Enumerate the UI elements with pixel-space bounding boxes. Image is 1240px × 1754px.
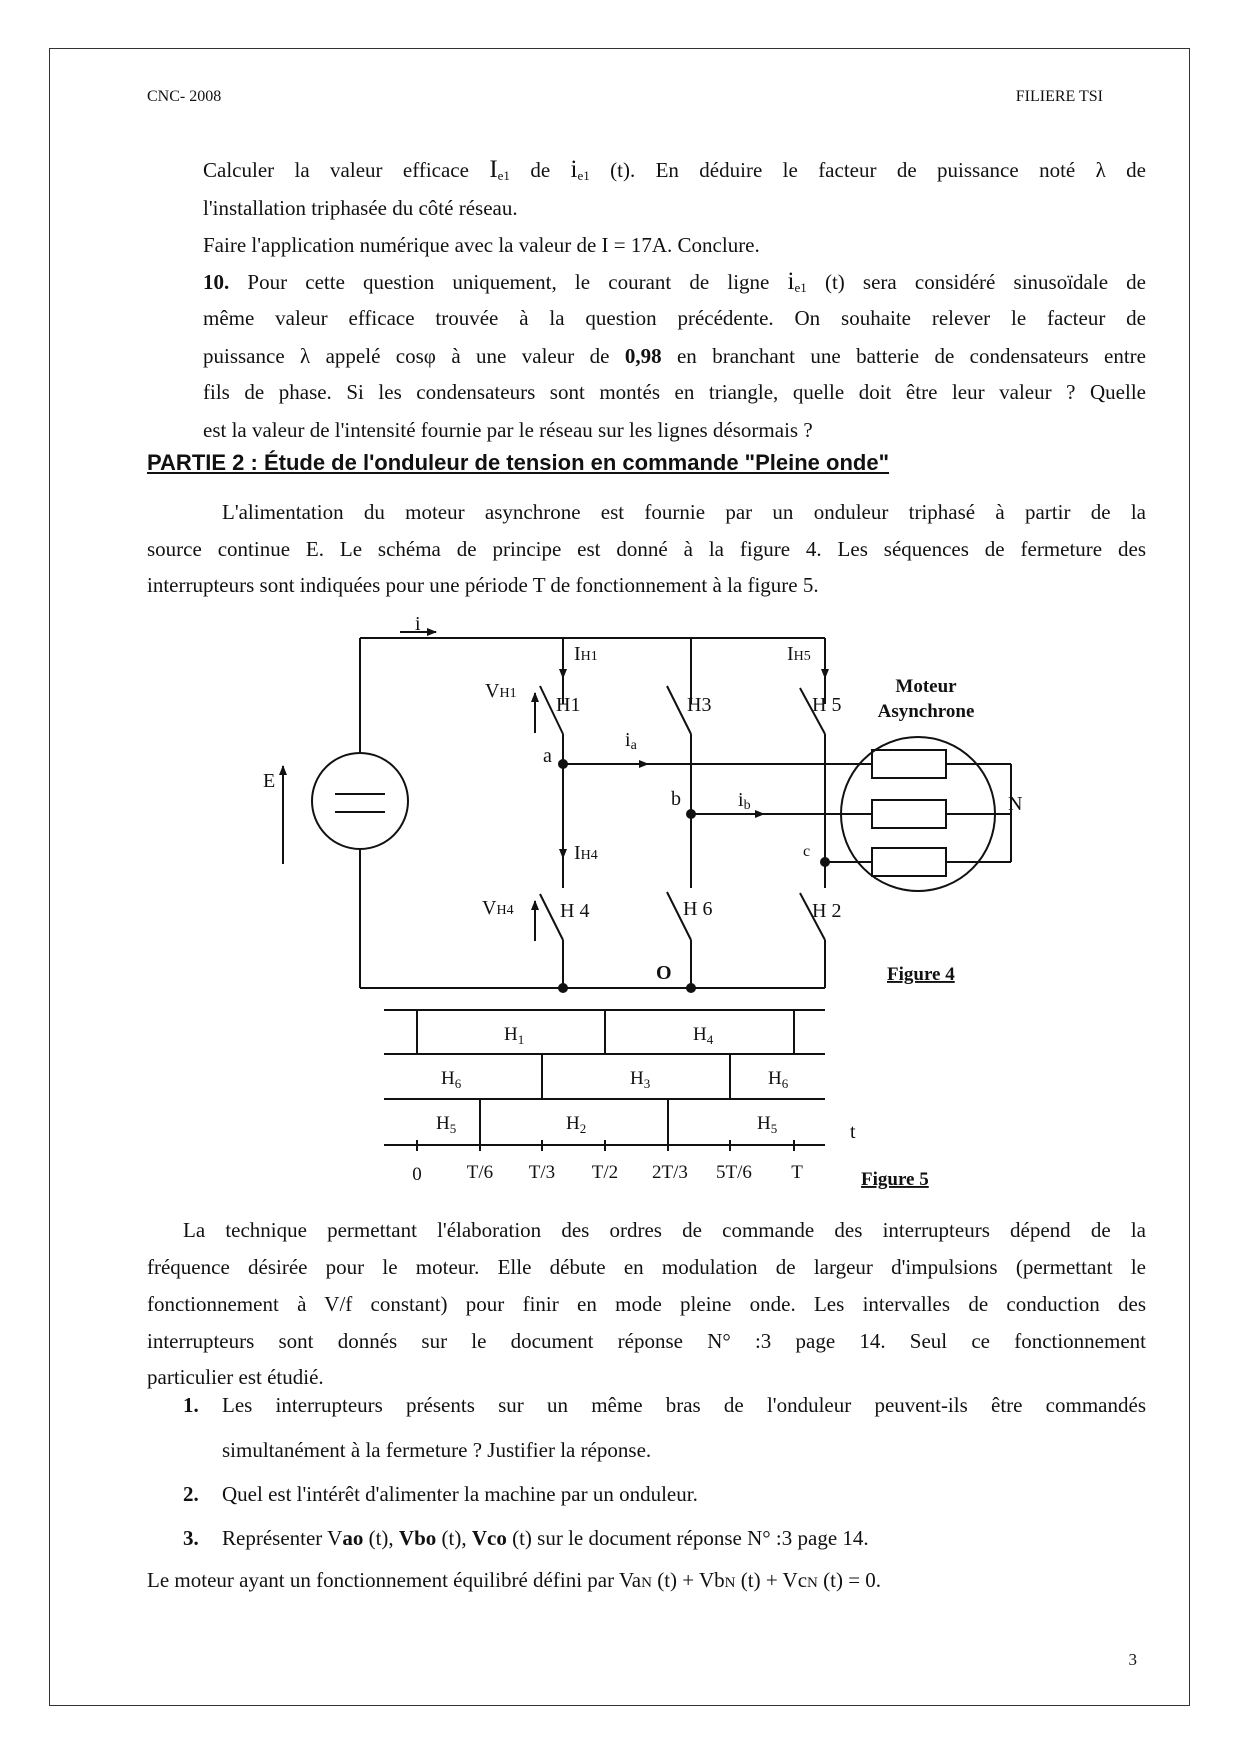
partie2-intro-2: source continue E. Le schéma de principe est donné à la figure 4. Les séquences de fermeture des (147, 537, 1146, 561)
body-p1-line-5: particulier est étudié. (147, 1365, 324, 1389)
q10-line-1: 10. Pour cette question uniquement, le courant de ligne $i_{e1}$ (t) sera considéré sinusoïdale de (203, 268, 1146, 295)
label-h6: H 6 (683, 898, 713, 920)
label-ih1: IH1 (574, 643, 598, 665)
question-1-line-1: Les interrupteurs présents sur un même bras de l'onduleur peuvent-ils être commandés (222, 1393, 1146, 1417)
label-ih5: IH5 (787, 643, 811, 665)
question-3-text: Représenter Vao (t), Vbo (t), Vco (t) sur le document réponse N° :3 page 14. (222, 1526, 869, 1550)
top-line-3: Faire l'application numérique avec la valeur de I = 17A. Conclure. (203, 233, 760, 257)
label-ia: ia (625, 729, 637, 753)
label-h5: H 5 (812, 694, 842, 716)
label-h4: H 4 (560, 900, 590, 922)
tick-label-2t3: 2T/3 (652, 1162, 688, 1183)
row1-h1: $H_1$ (504, 1024, 525, 1047)
question-3-number: 3. (183, 1526, 199, 1550)
partie2-title: PARTIE 2 : Étude de l'onduleur de tension en commande "Pleine onde" (147, 450, 890, 475)
label-ih4: IH4 (574, 842, 598, 864)
partie2-intro-1: L'alimentation du moteur asynchrone est fournie par un onduleur triphasé à partir de la (222, 500, 1146, 524)
label-i: i (415, 613, 421, 635)
question-1-line-2: simultanément à la fermeture ? Justifier la réponse. (222, 1438, 652, 1462)
label-node-a: a (543, 745, 552, 767)
label-ib: ib (738, 789, 751, 813)
row3-h2: $H_2$ (566, 1113, 587, 1136)
partie2-intro-3: interrupteurs sont indiquées pour une période T de fonctionnement à la figure 5. (147, 573, 819, 597)
q10-line-5: est la valeur de l'intensité fournie par le réseau sur les lignes désormais ? (203, 418, 813, 442)
body-p1-line-1: La technique permettant l'élaboration des ordres de commande des interrupteurs dépend de la (183, 1218, 1146, 1242)
label-vh4: VH4 (482, 897, 514, 919)
motor-label-2: Asynchrone (877, 701, 975, 722)
label-h1: H1 (556, 694, 581, 716)
q10-line-4: fils de phase. Si les condensateurs sont montés en triangle, quelle doit être leur valeur ? Quelle (203, 380, 1146, 404)
header-left: CNC- 2008 (147, 88, 222, 105)
tick-label-5t6: 5T/6 (716, 1162, 752, 1183)
question-2-number: 2. (183, 1482, 199, 1506)
last-line: Le moteur ayant un fonctionnement équilibré défini par VaN (t) + VbN (t) + VcN (t) = 0. (147, 1568, 882, 1592)
question-2-text: Quel est l'intérêt d'alimenter la machine par un onduleur. (222, 1482, 698, 1506)
tick-label-t: T (791, 1162, 803, 1183)
row3-h5-start: $H_5$ (436, 1113, 457, 1136)
axis-label-t: t (850, 1121, 856, 1143)
header-right: FILIERE TSI (1015, 88, 1103, 105)
body-p1-line-3: fonctionnement à V/f constant) pour finir en mode pleine onde. Les intervalles de conduction des (147, 1292, 1146, 1316)
row1-h4: $H_4$ (693, 1024, 714, 1047)
tick-label-0: 0 (412, 1164, 422, 1185)
page-number: 3 (1128, 1650, 1137, 1669)
label-h3: H3 (687, 694, 712, 716)
tick-label-t6: T/6 (466, 1162, 494, 1183)
figure-4-caption: Figure 4 (887, 964, 955, 985)
body-p1-line-2: fréquence désirée pour le moteur. Elle débute en modulation de largeur d'impulsions (permettant le (147, 1255, 1146, 1279)
top-line-1: Calculer la valeur efficace $I_{e1}$ de $i_{e1}$ (t). En déduire le facteur de puissance noté λ de (203, 156, 1146, 183)
label-node-n: N (1008, 793, 1023, 815)
label-node-c: c (803, 843, 811, 860)
row3-h5-end: $H_5$ (757, 1113, 778, 1136)
q10-line-3: puissance λ appelé cosφ à une valeur de 0,98 en branchant une batterie de condensateurs entre (203, 344, 1146, 368)
figure-5-caption: Figure 5 (861, 1169, 929, 1190)
label-node-o: O (656, 962, 672, 984)
label-h2: H 2 (812, 900, 842, 922)
label-node-b: b (671, 788, 681, 810)
tick-label-t3: T/3 (528, 1162, 556, 1183)
label-vh1: VH1 (485, 680, 517, 702)
row2-h6-start: $H_6$ (441, 1068, 462, 1091)
q10-line-2: même valeur efficace trouvée à la question précédente. On souhaite relever le facteur de (203, 306, 1146, 330)
label-e: E (263, 770, 276, 792)
motor-label-1: Moteur (895, 676, 957, 697)
tick-label-t2: T/2 (591, 1162, 619, 1183)
question-1-number: 1. (183, 1393, 199, 1417)
row2-h3: $H_3$ (630, 1068, 651, 1091)
row2-h6-end: $H_6$ (768, 1068, 789, 1091)
body-p1-line-4: interrupteurs sont donnés sur le document réponse N° :3 page 14. Seul ce fonctionnement (147, 1329, 1146, 1353)
top-line-2: l'installation triphasée du côté réseau. (203, 196, 518, 220)
